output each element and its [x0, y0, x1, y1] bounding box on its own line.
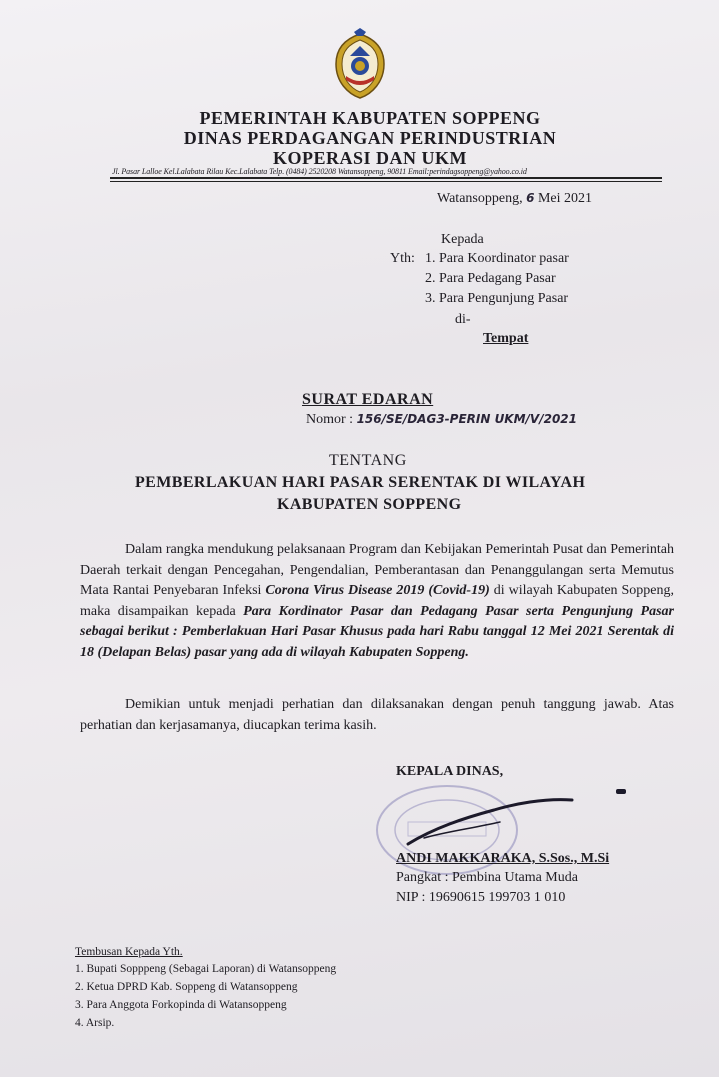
signature-mark [616, 789, 626, 794]
body-paragraph-1 [80, 540, 674, 663]
letterhead-line-2: DINAS PERDAGANGAN PERINDUSTRIAN [183, 128, 557, 148]
soppeng-regency-emblem-icon [328, 28, 392, 100]
date-line [437, 191, 592, 207]
tembusan-item: 1. Bupati Sopppeng (Sebagai Laporan) di Watansoppeng [75, 963, 337, 975]
body-emphasis: Corona Virus Disease 2019 (Covid-19) [265, 583, 490, 598]
signatory-name: ANDI MAKKARAKA, S.Sos., M.Si [396, 851, 610, 866]
date-month-year: Mei 2021 [537, 191, 592, 206]
handwritten-signature-icon [404, 788, 574, 858]
recipient-item: 3. Para Pengunjung Pasar [425, 291, 569, 306]
body-emphasis: Para Kordinator Pasar dan Pedagang Pasar serta Pengunjung Pasar sebagai berikut : Pemberlakuan Hari Pasar Khusus pada hari Rabu tanggal 12 Mei 2021 Serentak di 18 (Delapan Belas) pasar yang ada di wilayah Kabupaten Soppeng. [80, 603, 675, 660]
recipient-item: 2. Para Pedagang Pasar [425, 271, 556, 286]
document-number-handwritten: 156/SE/DAG3-PERIN UKM/V/2021 [356, 412, 577, 426]
recipient-kepada: Kepada [441, 232, 484, 247]
signatory-rank: Pangkat : Pembina Utama Muda [396, 870, 578, 885]
recipient-item: 1. Para Koordinator pasar [425, 251, 569, 266]
signatory-nip: NIP : 19690615 199703 1 010 [396, 890, 566, 905]
recipient-tempat: Tempat [483, 331, 529, 346]
recipient-di: di- [455, 312, 471, 327]
date-place: Watansoppeng, [437, 191, 523, 206]
document-title: SURAT EDARAN [302, 391, 434, 408]
tembusan-heading: Tembusan Kepada Yth. [75, 946, 183, 958]
letterhead-rule-thin [110, 181, 662, 182]
letterhead-address: Jl. Pasar Lalloe Kel.Lalabata Rilau Kec.Lalabata Telp. (0484) 2520208 Watansoppeng, 90811 Email:perindagsoppeng@yahoo.co.id [112, 167, 527, 176]
tembusan-item: 4. Arsip. [75, 1017, 115, 1029]
document-number [306, 412, 577, 428]
tembusan-item: 2. Ketua DPRD Kab. Soppeng di Watansoppeng [75, 981, 298, 993]
body-text: di wilayah Kabupaten Soppeng, maka disampaikan kepada [80, 583, 675, 619]
signature-title: KEPALA DINAS, [396, 764, 504, 779]
date-day-handwritten: 6 [526, 191, 535, 205]
tembusan-item: 3. Para Anggota Forkopinda di Watansoppeng [75, 999, 287, 1011]
subject-tentang: TENTANG [329, 452, 407, 469]
subject-line-1: PEMBERLAKUAN HARI PASAR SERENTAK DI WILAYAH [135, 474, 586, 491]
letterhead-line-3: KOPERASI DAN UKM [272, 148, 467, 168]
letterhead-rule [110, 177, 662, 179]
body-paragraph-2: Demikian untuk menjadi perhatian dan dilaksanakan dengan penuh tanggung jawab. Atas perhatian dan kerjasamanya, diucapkan terima kasih. [80, 697, 674, 733]
document-number-label: Nomor : [306, 412, 354, 427]
recipient-yth: Yth: [390, 251, 415, 266]
body-text: Dalam rangka mendukung pelaksanaan Program dan Kebijakan Pemerintah Pusat dan Pemerintah Daerah terkait dengan Pencegahan, Pengendalian, Pemberantasan dan Penanggulangan serta Memutus Mata Rantai Penyebaran Infeksi [80, 542, 674, 598]
letterhead-line-1: PEMERINTAH KABUPATEN SOPPENG [199, 108, 541, 128]
subject-line-2: KABUPATEN SOPPENG [277, 496, 462, 513]
